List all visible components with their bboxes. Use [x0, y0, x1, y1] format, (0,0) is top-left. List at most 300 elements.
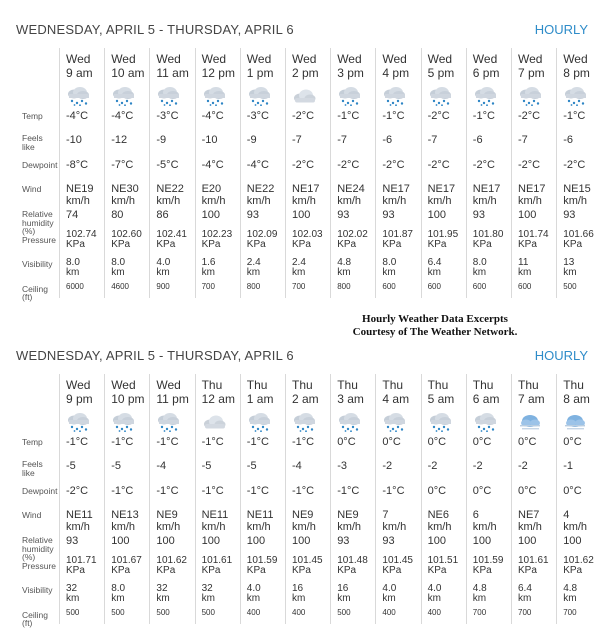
wind-unit: km/h — [66, 195, 90, 207]
column-hour: 5 am — [427, 392, 455, 406]
column-divider — [421, 48, 422, 298]
feels-like-value: -6 — [472, 134, 483, 146]
visibility-unit: km — [518, 593, 532, 604]
pressure-unit: KPa — [472, 565, 492, 576]
visibility-value: 6.4 — [427, 257, 442, 268]
humidity-value: 100 — [518, 535, 537, 547]
hour-column — [107, 0, 151, 296]
column-hour: 11 am — [156, 66, 189, 80]
wind-unit: km/h — [201, 195, 226, 207]
column-day: Wed — [111, 52, 136, 66]
visibility-value: 4.8 — [563, 583, 578, 594]
humidity-value: 100 — [292, 535, 311, 547]
feels-like-value: -5 — [201, 460, 212, 472]
humidity-value: 93 — [382, 209, 395, 221]
hour-column — [333, 326, 377, 622]
dewpoint-value: 0°C — [518, 485, 537, 497]
feels-like-value: -7 — [292, 134, 302, 146]
temp-value: 0°C — [427, 436, 447, 448]
humidity-value: 93 — [66, 535, 79, 547]
snow-icon — [65, 412, 91, 432]
column-divider — [511, 48, 512, 298]
wind-direction-speed: NE7 — [518, 509, 540, 521]
hour-column — [424, 326, 468, 622]
pressure-unit: KPa — [292, 239, 311, 250]
forecast-panel-2 — [0, 326, 600, 628]
column-divider — [556, 48, 557, 298]
dewpoint-value: -1°C — [156, 485, 179, 497]
visibility-value: 1.6 — [201, 257, 216, 268]
column-day: Wed — [156, 52, 181, 66]
humidity-value: 100 — [427, 209, 446, 221]
snow-icon — [291, 412, 317, 432]
pressure-unit: KPa — [427, 565, 447, 576]
column-hour: 2 pm — [292, 66, 319, 80]
snow-icon — [201, 86, 227, 106]
snow-icon — [155, 86, 181, 106]
row-label-rh1: Relative — [22, 535, 53, 545]
wind-unit: km/h — [337, 521, 362, 533]
ceiling-value: 400 — [292, 608, 306, 617]
column-hour: 8 am — [563, 392, 590, 406]
ceiling-value: 800 — [246, 282, 261, 291]
temp-value: 0°C — [518, 436, 537, 448]
row-label-rh2: humidity — [22, 218, 54, 228]
visibility-value: 2.4 — [246, 257, 261, 268]
column-hour: 9 am — [66, 66, 93, 80]
row-label-wind: Wind — [22, 184, 42, 194]
feels-like-value: -3 — [337, 460, 347, 472]
column-hour: 8 pm — [563, 66, 590, 80]
wind-unit: km/h — [518, 195, 542, 207]
pressure-unit: KPa — [337, 239, 357, 250]
wind-unit: km/h — [382, 521, 407, 533]
wind-unit: km/h — [337, 195, 362, 207]
row-label-ceiling1: Ceiling — [22, 610, 48, 620]
wind-direction-speed: NE11 — [201, 509, 229, 521]
fog-icon — [517, 412, 543, 432]
pressure-value: 101.61 — [201, 555, 233, 566]
column-divider — [240, 48, 241, 298]
pressure-value: 101.51 — [427, 555, 459, 566]
visibility-value: 4.8 — [472, 583, 487, 594]
wind-unit: km/h — [292, 521, 316, 533]
visibility-value: 6.4 — [518, 583, 532, 594]
visibility-unit: km — [66, 267, 80, 278]
wind-direction-speed: NE9 — [156, 509, 178, 521]
visibility-unit: km — [337, 267, 351, 278]
hour-column — [152, 0, 196, 296]
column-divider — [511, 374, 512, 624]
snow-icon — [336, 86, 362, 106]
feels-like-value: -5 — [111, 460, 121, 472]
wind-direction-speed: NE9 — [337, 509, 359, 521]
pressure-unit: KPa — [246, 239, 266, 250]
humidity-value: 93 — [382, 535, 395, 547]
column-hour: 10 pm — [111, 392, 145, 406]
snow-icon — [427, 412, 453, 432]
column-divider — [104, 374, 105, 624]
column-day: Wed — [66, 378, 91, 392]
temp-value: -1°C — [337, 110, 360, 122]
visibility-unit: km — [111, 593, 125, 604]
temp-value: -4°C — [201, 110, 224, 122]
ceiling-value: 500 — [337, 608, 351, 617]
pressure-value: 101.80 — [472, 229, 504, 240]
ceiling-value: 500 — [563, 282, 577, 291]
row-label-ceiling2: (ft) — [22, 618, 33, 628]
visibility-unit: km — [156, 267, 170, 278]
feels-like-value: -7 — [518, 134, 528, 146]
feels-like-value: -1 — [563, 460, 573, 472]
column-day: Wed — [472, 52, 498, 66]
pressure-value: 102.41 — [156, 229, 187, 240]
temp-value: -3°C — [246, 110, 269, 122]
visibility-value: 11 — [518, 257, 529, 268]
wind-direction-speed: 4 — [563, 509, 570, 521]
column-day: Wed — [246, 52, 272, 66]
feels-like-value: -6 — [382, 134, 393, 146]
row-label-wind: Wind — [22, 510, 42, 520]
column-day: Thu — [518, 378, 539, 392]
pressure-value: 101.48 — [337, 555, 368, 566]
pressure-value: 101.61 — [518, 555, 549, 566]
temp-value: -2°C — [292, 110, 315, 122]
row-label-temp: Temp — [22, 437, 43, 447]
wind-direction-speed: NE17 — [382, 183, 410, 195]
column-day: Thu — [246, 378, 268, 392]
column-divider — [59, 374, 60, 624]
wind-unit: km/h — [111, 521, 136, 533]
column-day: Thu — [201, 378, 223, 392]
credit-line-1: Hourly Weather Data Excerpts — [362, 313, 508, 325]
column-day: Wed — [111, 378, 136, 392]
snow-icon — [381, 86, 407, 106]
hour-column — [198, 0, 242, 296]
row-label-feels1: Feels — [22, 459, 43, 469]
hour-column — [107, 326, 151, 622]
column-divider — [421, 374, 422, 624]
pressure-value: 101.87 — [382, 229, 413, 240]
column-hour: 6 pm — [472, 66, 500, 80]
column-divider — [330, 374, 331, 624]
feels-like-value: -6 — [563, 134, 573, 146]
wind-direction-speed: NE15 — [563, 183, 591, 195]
pressure-unit: KPa — [111, 239, 131, 250]
visibility-unit: km — [563, 593, 577, 604]
visibility-value: 4.0 — [246, 583, 261, 594]
wind-direction-speed: NE6 — [427, 509, 449, 521]
ceiling-value: 600 — [472, 282, 487, 291]
hour-column — [243, 326, 287, 622]
pressure-unit: KPa — [156, 565, 176, 576]
visibility-unit: km — [111, 267, 125, 278]
dewpoint-value: 0°C — [427, 485, 447, 497]
column-divider — [195, 374, 196, 624]
ceiling-value: 500 — [156, 608, 170, 617]
dewpoint-value: -2°C — [66, 485, 89, 497]
dewpoint-value: -1°C — [337, 485, 360, 497]
dewpoint-value: -2°C — [427, 159, 450, 171]
wind-direction-speed: 7 — [382, 509, 389, 521]
column-hour: 2 am — [292, 392, 319, 406]
pressure-value: 101.62 — [563, 555, 594, 566]
wind-unit: km/h — [246, 195, 271, 207]
temp-value: -1°C — [292, 436, 315, 448]
hour-column — [559, 326, 600, 622]
wind-unit: km/h — [518, 521, 542, 533]
humidity-value: 93 — [472, 209, 486, 221]
pressure-unit: KPa — [201, 239, 221, 250]
visibility-value: 32 — [201, 583, 213, 594]
visibility-value: 32 — [66, 583, 78, 594]
feels-like-value: -7 — [427, 134, 438, 146]
visibility-value: 4.0 — [156, 257, 171, 268]
temp-value: -1°C — [66, 436, 89, 448]
snow-icon — [246, 86, 272, 106]
hourly-link[interactable]: HOURLY — [534, 22, 588, 37]
visibility-unit: km — [472, 267, 487, 278]
column-divider — [104, 48, 105, 298]
pressure-value: 102.02 — [337, 229, 368, 240]
visibility-value: 4.0 — [382, 583, 397, 594]
wind-direction-speed: NE30 — [111, 183, 139, 195]
wind-unit: km/h — [472, 195, 497, 207]
pressure-unit: KPa — [111, 565, 131, 576]
humidity-value: 93 — [337, 209, 350, 221]
fog-icon — [562, 412, 588, 432]
dewpoint-value: -5°C — [156, 159, 179, 171]
ceiling-value: 6000 — [66, 282, 84, 291]
row-label-feels2: like — [22, 142, 35, 152]
feels-like-value: -2 — [472, 460, 483, 472]
visibility-value: 8.0 — [472, 257, 487, 268]
temp-value: -1°C — [382, 110, 405, 122]
column-divider — [149, 48, 150, 298]
pressure-unit: KPa — [66, 239, 85, 250]
pressure-unit: KPa — [427, 239, 447, 250]
visibility-unit: km — [337, 593, 351, 604]
hour-column — [378, 0, 422, 296]
snow-icon — [65, 86, 91, 106]
visibility-value: 8.0 — [111, 257, 126, 268]
column-divider — [149, 374, 150, 624]
column-hour: 3 pm — [337, 66, 364, 80]
hour-column — [514, 0, 558, 296]
feels-like-value: -2 — [427, 460, 438, 472]
row-label-visibility: Visibility — [22, 259, 53, 269]
humidity-value: 74 — [66, 209, 79, 221]
snow-icon — [562, 86, 588, 106]
column-day: Wed — [427, 52, 453, 66]
column-divider — [466, 374, 467, 624]
column-divider — [330, 48, 331, 298]
ceiling-value: 600 — [518, 282, 532, 291]
humidity-value: 100 — [472, 535, 492, 547]
pressure-unit: KPa — [156, 239, 176, 250]
column-hour: 9 pm — [66, 392, 93, 406]
dewpoint-value: -4°C — [201, 159, 224, 171]
dewpoint-value: -1°C — [292, 485, 315, 497]
temp-value: -1°C — [201, 436, 224, 448]
pressure-unit: KPa — [382, 239, 402, 250]
wind-direction-speed: NE17 — [427, 183, 456, 195]
column-hour: 1 pm — [246, 66, 274, 80]
column-day: Wed — [382, 52, 407, 66]
pressure-unit: KPa — [518, 565, 537, 576]
temp-value: -2°C — [427, 110, 450, 122]
visibility-value: 2.4 — [292, 257, 306, 268]
credit-line-2: Courtesy of The Weather Network. — [352, 326, 518, 338]
snow-icon — [110, 412, 136, 432]
temp-value: -4°C — [66, 110, 89, 122]
dewpoint-value: -2°C — [382, 159, 405, 171]
column-divider — [195, 48, 196, 298]
column-divider — [285, 48, 286, 298]
hour-column — [288, 0, 332, 296]
column-day: Thu — [337, 378, 358, 392]
hour-column — [378, 326, 422, 622]
snow-icon — [472, 412, 498, 432]
column-day: Thu — [563, 378, 584, 392]
dewpoint-value: -1°C — [201, 485, 224, 497]
visibility-value: 32 — [156, 583, 168, 594]
wind-unit: km/h — [292, 195, 316, 207]
hour-column — [152, 326, 196, 622]
feels-like-value: -10 — [201, 134, 218, 146]
wind-direction-speed: NE17 — [292, 183, 320, 195]
ceiling-value: 700 — [518, 608, 532, 617]
row-label-feels1: Feels — [22, 133, 43, 143]
feels-like-value: -5 — [246, 460, 257, 472]
row-label-ceiling2: (ft) — [22, 292, 33, 302]
forecast-panel-1 — [0, 0, 600, 302]
temp-value: 0°C — [382, 436, 401, 448]
feels-like-value: -10 — [66, 134, 82, 146]
pressure-unit: KPa — [563, 239, 583, 250]
wind-direction-speed: NE22 — [156, 183, 184, 195]
pressure-value: 101.62 — [156, 555, 187, 566]
visibility-unit: km — [427, 267, 441, 278]
wind-direction-speed: NE13 — [111, 509, 139, 521]
visibility-value: 8.0 — [382, 257, 397, 268]
wind-unit: km/h — [427, 521, 452, 533]
humidity-value: 80 — [111, 209, 124, 221]
dewpoint-value: 0°C — [472, 485, 492, 497]
visibility-value: 16 — [292, 583, 304, 594]
wind-unit: km/h — [156, 195, 181, 207]
visibility-unit: km — [382, 267, 396, 278]
hour-column — [514, 326, 558, 622]
row-label-feels2: like — [22, 468, 35, 478]
visibility-unit: km — [156, 593, 170, 604]
row-label-rh1: Relative — [22, 209, 53, 219]
column-day: Wed — [201, 52, 227, 66]
cloud-icon — [201, 412, 227, 432]
pressure-value: 102.23 — [201, 229, 233, 240]
snow-icon — [381, 412, 407, 432]
column-day: Wed — [518, 52, 543, 66]
column-day: Wed — [292, 52, 317, 66]
humidity-value: 100 — [201, 535, 220, 547]
humidity-value: 100 — [518, 209, 537, 221]
ceiling-value: 900 — [156, 282, 170, 291]
pressure-value: 102.03 — [292, 229, 323, 240]
temp-value: -4°C — [111, 110, 134, 122]
panel-header: WEDNESDAY, APRIL 5 - THURSDAY, APRIL 6 — [16, 348, 294, 363]
pressure-unit: KPa — [66, 565, 85, 576]
ceiling-value: 600 — [382, 282, 396, 291]
column-hour: 7 pm — [518, 66, 545, 80]
snow-icon — [155, 412, 181, 432]
pressure-value: 101.67 — [111, 555, 142, 566]
pressure-value: 101.66 — [563, 229, 594, 240]
temp-value: -1°C — [156, 436, 179, 448]
humidity-value: 86 — [156, 209, 169, 221]
column-divider — [285, 374, 286, 624]
column-divider — [59, 48, 60, 298]
humidity-value: 93 — [337, 535, 350, 547]
humidity-value: 100 — [427, 535, 446, 547]
pressure-unit: KPa — [563, 565, 583, 576]
visibility-unit: km — [563, 267, 577, 278]
pressure-unit: KPa — [292, 565, 311, 576]
column-divider — [240, 374, 241, 624]
wind-unit: km/h — [156, 521, 181, 533]
pressure-unit: KPa — [382, 565, 402, 576]
visibility-unit: km — [201, 593, 215, 604]
row-label-pressure: Pressure — [22, 235, 57, 245]
visibility-value: 16 — [337, 583, 349, 594]
snow-icon — [246, 412, 272, 432]
wind-unit: km/h — [201, 521, 226, 533]
wind-unit: km/h — [472, 521, 497, 533]
dewpoint-value: 0°C — [563, 485, 582, 497]
snow-icon — [472, 86, 498, 106]
pressure-value: 101.95 — [427, 229, 459, 240]
wind-unit: km/h — [246, 521, 271, 533]
feels-like-value: -2 — [518, 460, 528, 472]
temp-value: -1°C — [246, 436, 269, 448]
temp-value: 0°C — [472, 436, 492, 448]
dewpoint-value: -1°C — [382, 485, 405, 497]
column-day: Wed — [563, 52, 588, 66]
dewpoint-value: -2°C — [337, 159, 360, 171]
wind-unit: km/h — [66, 521, 90, 533]
column-divider — [375, 374, 376, 624]
hour-column — [288, 326, 332, 622]
column-day: Thu — [382, 378, 404, 392]
humidity-value: 100 — [292, 209, 311, 221]
visibility-unit: km — [382, 593, 396, 604]
wind-direction-speed: E20 — [201, 183, 222, 195]
feels-like-value: -2 — [382, 460, 393, 472]
feels-like-value: -7 — [337, 134, 347, 146]
humidity-value: 100 — [111, 535, 130, 547]
visibility-unit: km — [292, 593, 306, 604]
wind-direction-speed: NE22 — [246, 183, 275, 195]
wind-unit: km/h — [111, 195, 136, 207]
feels-like-value: -4 — [156, 460, 167, 472]
temp-value: -3°C — [156, 110, 179, 122]
visibility-unit: km — [427, 593, 441, 604]
wind-unit: km/h — [382, 195, 407, 207]
feels-like-value: -5 — [66, 460, 76, 472]
column-hour: 12 am — [201, 392, 235, 406]
hour-column — [469, 0, 513, 296]
hourly-link[interactable]: HOURLY — [534, 348, 588, 363]
hour-column — [559, 0, 600, 296]
